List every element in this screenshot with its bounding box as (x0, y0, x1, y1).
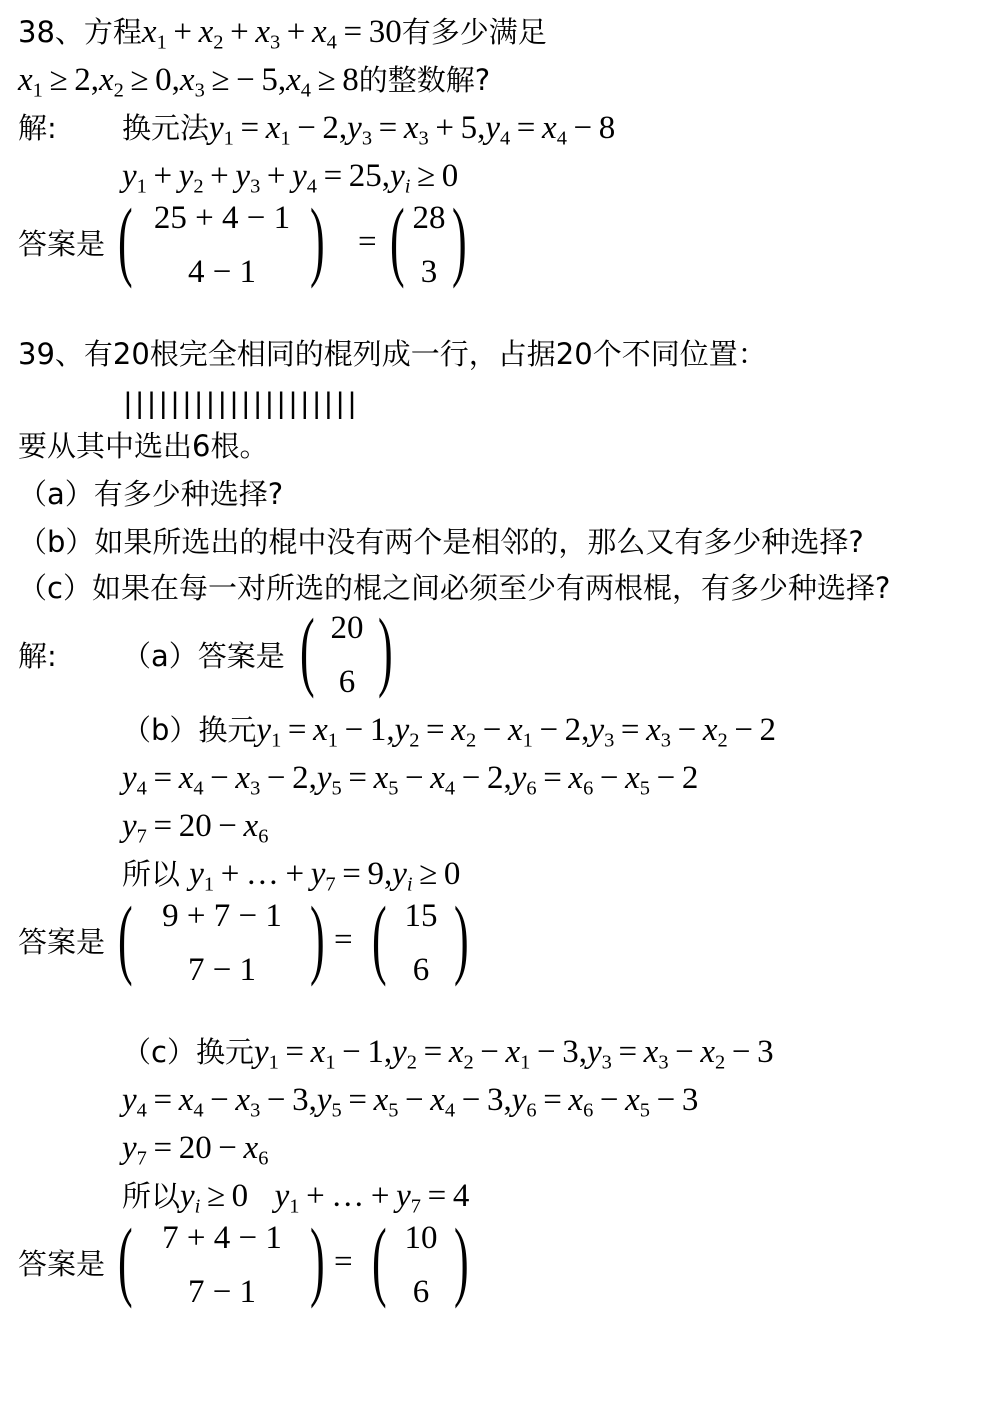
p38-equation: $x_1 + x_2 + x_3 + x_4 = 30$ (141, 14, 402, 54)
p39-c-binom-right (372, 1209, 469, 1314)
binom-bottom: 4 − 1 (187, 254, 257, 290)
binom-left-paren: ( (118, 887, 133, 988)
p39-c-math3: $y_7 = 20 - x_6$ (122, 1130, 269, 1170)
p39-question-b: （b）如果所选出的棍中没有两个是相邻的，那么又有多少种选择? (18, 525, 864, 559)
p39-b-substitution-line2 (122, 758, 698, 798)
p39-c-answer-label: 答案是 (18, 1247, 106, 1281)
p39-b-head: （b）换元 (122, 713, 257, 747)
p39-b-sum-head: 所以 (122, 857, 190, 891)
binom-bottom: 6 (412, 1274, 430, 1310)
binom-bottom: 7 − 1 (187, 952, 257, 988)
p39-c-sum (122, 1176, 469, 1216)
binom-top: 7 + 4 − 1 (162, 1220, 282, 1256)
p39-statement-line3: 要从其中选出6根。 (18, 429, 269, 463)
binom-bottom: 6 (338, 664, 356, 700)
p39-b-equals: = (334, 922, 353, 958)
p39-c-equals: = (334, 1244, 353, 1280)
p38-sum-equation (122, 156, 458, 196)
p39-b-math1: $y_1 = x_1 - 1,y_2 = x_2 - x_1 - 2,y_3 = x_3 - x_2 - 2$ (256, 712, 777, 752)
p39-solution-label: 解: (18, 639, 57, 673)
p38-substitution-head: 换元法 (122, 111, 210, 145)
binom-top: 25 + 4 − 1 (153, 200, 291, 236)
p39-c-substitution-line1 (122, 1032, 774, 1072)
binom-left-paren: ( (118, 1209, 133, 1310)
p39-b-sum (122, 854, 460, 894)
p39-c-binom-left (118, 1209, 325, 1314)
p39-sticks-row: |||||||||||||||||||| (124, 387, 360, 420)
p39-b-substitution-line1 (122, 710, 776, 750)
p39-question-a: （a）有多少种选择? (18, 477, 284, 511)
binom-left-paren: ( (372, 1209, 387, 1310)
p38-statement-tail: 有多少满足 (401, 15, 547, 49)
p39-statement-line1: 39、有20根完全相同的棍列成一行，占据20个不同位置： (18, 337, 767, 371)
p38-substitution-math: $y_1 = x_1 - 2,y_3 = x_3 + 5,y_4 = x_4 - 8$ (209, 110, 616, 150)
binom-right-paren: ) (452, 189, 467, 290)
p39-b-binom-left (118, 887, 325, 992)
p39-c-sum-head: 所以 (122, 1179, 181, 1213)
binom-right-paren: ) (454, 1209, 469, 1310)
binom-right-paren: ) (378, 599, 393, 700)
p39-c-sum-math: $y_i \ge 0$ $y_1$ + … + $y_7 = 4$ (180, 1178, 470, 1218)
p39-a-answer-label: （a）答案是 (122, 639, 285, 673)
p39-question-c: （c）如果在每一对所选的棍之间必须至少有两根棍，有多少种选择? (18, 571, 891, 605)
p39-b-substitution-line3 (122, 806, 268, 846)
binom-left-paren: ( (300, 599, 315, 700)
p39-b-binom-right (372, 887, 469, 992)
binom-bottom: 3 (420, 254, 438, 290)
binom-top: 28 (412, 200, 446, 236)
p39-b-sum-math: $y_1$ + … + $y_7 = 9,y_i \ge 0$ (189, 856, 461, 896)
binom-top: 15 (404, 898, 438, 934)
p38-binom-right (390, 189, 467, 294)
binom-bottom: 6 (412, 952, 430, 988)
p38-binom-left (118, 189, 325, 294)
binom-top: 10 (404, 1220, 438, 1256)
binom-bottom: 7 − 1 (187, 1274, 257, 1310)
p39-c-head: （c）换元 (122, 1035, 254, 1069)
p38-answer-label: 答案是 (18, 227, 106, 261)
p39-c-substitution-line3 (122, 1128, 268, 1168)
p39-b-math3: $y_7 = 20 - x_6$ (122, 808, 269, 848)
p38-statement-head: 38、方程 (18, 15, 142, 49)
p39-c-substitution-line2 (122, 1080, 698, 1120)
p38-solution-label: 解: (18, 111, 57, 145)
p38-equals: = (358, 224, 377, 260)
binom-left-paren: ( (390, 189, 405, 290)
binom-top: 20 (330, 610, 364, 646)
binom-right-paren: ) (310, 887, 325, 988)
p38-question-tail: 的整数解? (358, 63, 491, 97)
binom-left-paren: ( (372, 887, 387, 988)
binom-right-paren: ) (310, 1209, 325, 1310)
p38-substitution (122, 108, 615, 148)
p38-statement-line2 (18, 60, 490, 100)
binom-top: 9 + 7 − 1 (162, 898, 282, 934)
binom-right-paren: ) (310, 189, 325, 290)
p39-b-answer-label: 答案是 (18, 925, 106, 959)
p39-c-math1: $y_1 = x_1 - 1,y_2 = x_2 - x_1 - 3,y_3 = x_3 - x_2 - 3$ (253, 1034, 774, 1074)
binom-left-paren: ( (118, 189, 133, 290)
p38-statement-line1 (18, 12, 547, 52)
p38-constraints: $x_1 \ge 2,x_2 \ge 0,x_3$ ≥ − $5,x_4 \ge 8$ (18, 62, 359, 102)
p39-c-math2: $y_4 = x_4 - x_3 - 3,y_5 = x_5 - x_4 - 3,y_6 = x_6 - x_5 - 3$ (122, 1082, 699, 1122)
p39-a-binom (300, 599, 393, 704)
p38-sum-math: $y_1 + y_2 + y_3 + y_4 = 25,y_i \ge 0$ (122, 158, 459, 198)
p39-b-math2: $y_4 = x_4 - x_3 - 2,y_5 = x_5 - x_4 - 2,y_6 = x_6 - x_5 - 2$ (122, 760, 699, 800)
binom-right-paren: ) (454, 887, 469, 988)
